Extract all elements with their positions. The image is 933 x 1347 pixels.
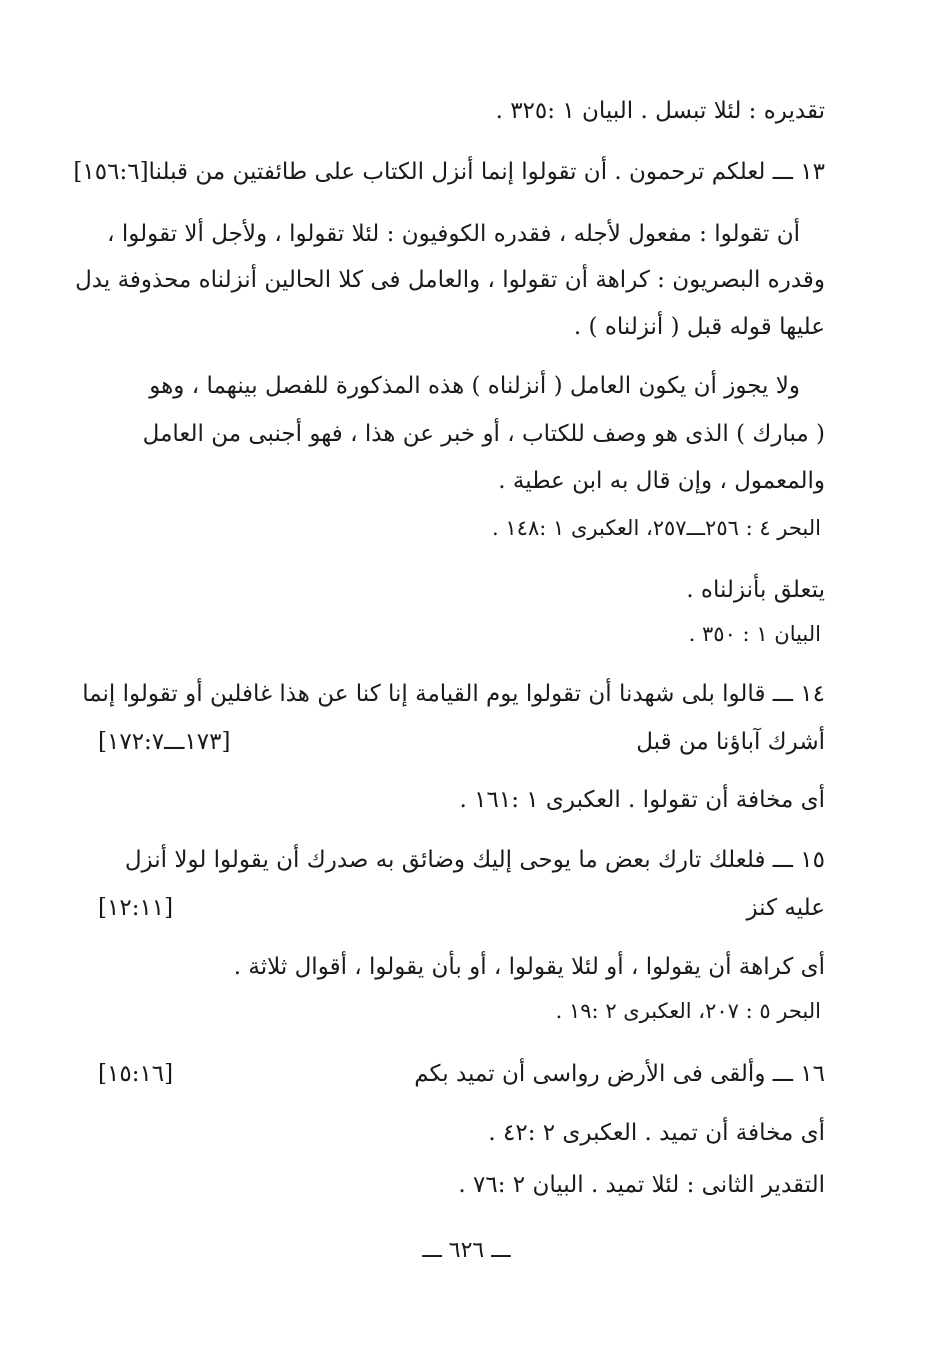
verse-entry-14-continued: أشرك آباؤنا من قبل: [636, 729, 825, 755]
verse-reference: [١٢:١١]: [98, 895, 174, 921]
verse-entry-13: ١٣ ـــ لعلكم ترحمون . أن تقولوا إنما أنزل الكتاب على طائفتين من قبلنا[١٥٦:٦]: [73, 159, 825, 185]
verse-reference: [١٥:١٦]: [98, 1061, 174, 1087]
commentary-line: ( مبارك ) الذى هو وصف للكتاب ، أو خبر عن هذا ، فهو أجنبى من العامل: [142, 421, 825, 447]
commentary-line: أن تقولوا : مفعول لأجله ، فقدره الكوفيون : لئلا تقولوا ، ولأجل ألا تقولوا ،: [107, 221, 800, 247]
source-citation: البحر ٥ : ٢٠٧، العكبرى ٢ :١٩ .: [555, 999, 821, 1023]
verse-entry-16: ١٦ ـــ وألقى فى الأرض رواسى أن تميد بكم: [414, 1061, 825, 1087]
commentary-line: والمعمول ، وإن قال به ابن عطية .: [498, 468, 825, 494]
commentary-line: عليها قوله قبل ( أنزلناه ) .: [573, 314, 825, 340]
verse-entry-14: ١٤ ـــ قالوا بلى شهدنا أن تقولوا يوم القيامة إنا كنا عن هذا غافلين أو تقولوا إنما: [82, 681, 825, 707]
commentary-line: يتعلق بأنزلناه .: [686, 577, 825, 603]
page-number: ـــ ٦٢٦ ـــ: [422, 1238, 511, 1263]
commentary-line: ولا يجوز أن يكون العامل ( أنزلناه ) هذه المذكورة للفصل بينهما ، وهو: [149, 373, 800, 399]
commentary-line: أى كراهة أن يقولوا ، أو لئلا يقولوا ، أو بأن يقولوا ، أقوال ثلاثة .: [233, 954, 825, 980]
commentary-line: أى مخافة أن تقولوا . العكبرى ١ :١٦١ .: [459, 787, 825, 813]
text-line: تقديره : لئلا تبسل . البيان ١ :٣٢٥ .: [495, 98, 825, 124]
source-citation: البحر ٤ : ٢٥٦ـــ٢٥٧، العكبرى ١ :١٤٨ .: [492, 516, 821, 540]
commentary-line: أى مخافة أن تميد . العكبرى ٢ :٤٢ .: [488, 1120, 825, 1146]
verse-entry-15: ١٥ ـــ فلعلك تارك بعض ما يوحى إليك وضائق به صدرك أن يقولوا لولا أنزل: [124, 847, 825, 873]
verse-entry-15-continued: عليه كنز: [746, 895, 825, 921]
source-citation: البيان ١ : ٣٥٠ .: [688, 622, 821, 646]
commentary-line: وقدره البصريون : كراهة أن تقولوا ، والعامل فى كلا الحالين أنزلناه محذوفة يدل: [75, 267, 825, 293]
commentary-line: التقدير الثانى : لئلا تميد . البيان ٢ :٧٦ .: [458, 1172, 825, 1198]
verse-reference: [١٧٣ـــ١٧٢:٧]: [98, 729, 231, 755]
